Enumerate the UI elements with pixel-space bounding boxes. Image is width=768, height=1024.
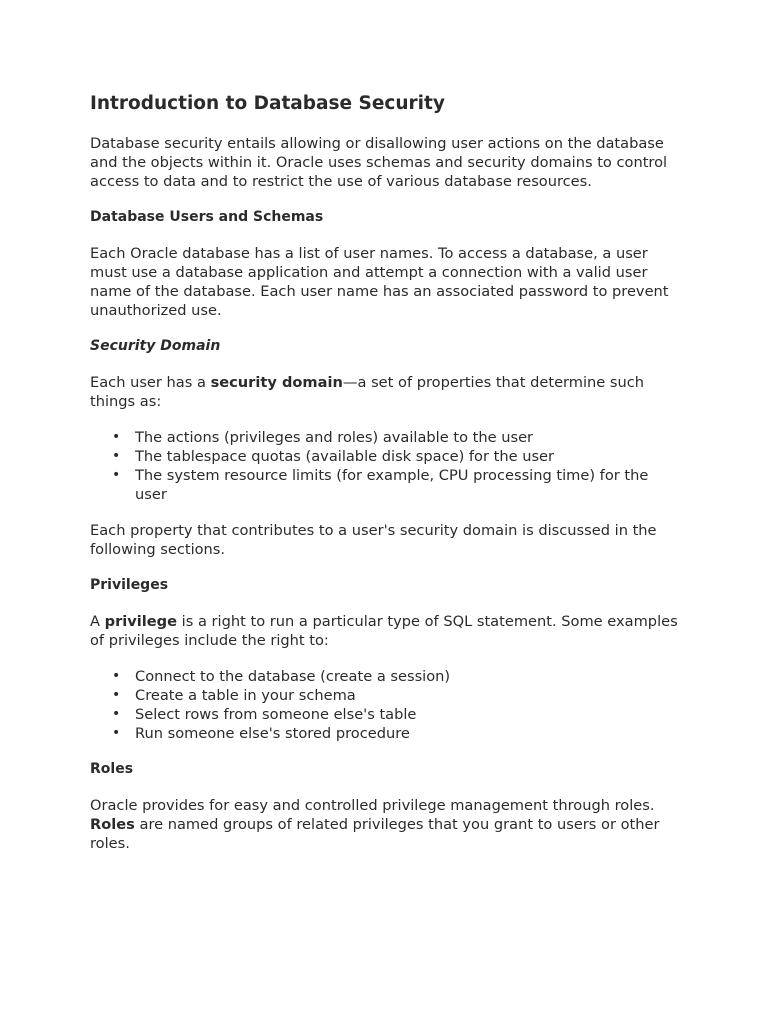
users-heading: Database Users and Schemas: [90, 209, 324, 225]
list-item-text: Select rows from someone else's table: [135, 706, 417, 723]
bullet-icon: •: [112, 706, 121, 722]
privileges-list: [90, 667, 680, 743]
list-item: [112, 428, 680, 447]
privileges-heading: Privileges: [90, 577, 169, 593]
bullet-icon: •: [112, 687, 121, 703]
list-item: [112, 724, 680, 743]
roles-heading: Roles: [90, 761, 134, 777]
bullet-icon: •: [112, 448, 121, 464]
bullet-icon: •: [112, 429, 121, 445]
domain-followup-paragraph: Each property that contributes to a user's security domain is discussed in the following sections.: [90, 522, 657, 558]
roles-text-tail: are named groups of related privileges that you grant to users or other roles.: [90, 816, 660, 852]
privileges-text-lead: A: [90, 613, 105, 630]
list-item-text: Run someone else's stored procedure: [135, 725, 410, 742]
list-item-text: The tablespace quotas (available disk space) for the user: [135, 448, 555, 465]
list-item: [112, 705, 680, 724]
roles-paragraph: [90, 796, 680, 853]
privileges-paragraph: [90, 612, 680, 650]
privileges-text-tail: is a right to run a particular type of SQL statement. Some examples of privileges include the right to:: [90, 613, 678, 649]
list-item: [112, 667, 680, 686]
list-item-text: The actions (privileges and roles) available to the user: [135, 429, 534, 446]
list-item: [112, 686, 680, 705]
roles-term: Roles: [90, 816, 135, 833]
domain-text-lead: Each user has a: [90, 374, 211, 391]
domain-text-tail: —a set of properties that determine such things as:: [90, 374, 645, 410]
list-item: [112, 447, 680, 466]
list-item-text: Connect to the database (create a session): [135, 668, 451, 685]
bullet-icon: •: [112, 668, 121, 684]
domain-term: security domain: [210, 374, 343, 391]
privilege-term: privilege: [104, 613, 178, 630]
bullet-icon: •: [112, 467, 121, 483]
security-domain-list: [90, 428, 680, 504]
security-domain-heading: Security Domain: [90, 338, 221, 354]
roles-text-lead: Oracle provides for easy and controlled privilege management through roles.: [90, 797, 655, 814]
bullet-icon: •: [112, 725, 121, 741]
list-item-text: Create a table in your schema: [135, 687, 356, 704]
users-paragraph: Each Oracle database has a list of user names. To access a database, a user must use a database application and attempt a connection with a valid user name of the database. Each user name has an associated password to prevent unauthorized use.: [90, 245, 669, 319]
security-domain-paragraph: [90, 373, 680, 411]
intro-paragraph: Database security entails allowing or disallowing user actions on the database and the objects within it. Oracle uses schemas and security domains to control access to data and to restrict the use of various database resources.: [90, 135, 668, 190]
list-item: [112, 466, 680, 504]
document-title: Introduction to Database Security: [90, 93, 445, 114]
document-page: [90, 92, 680, 870]
list-item-text: The system resource limits (for example, CPU processing time) for the user: [135, 467, 649, 503]
